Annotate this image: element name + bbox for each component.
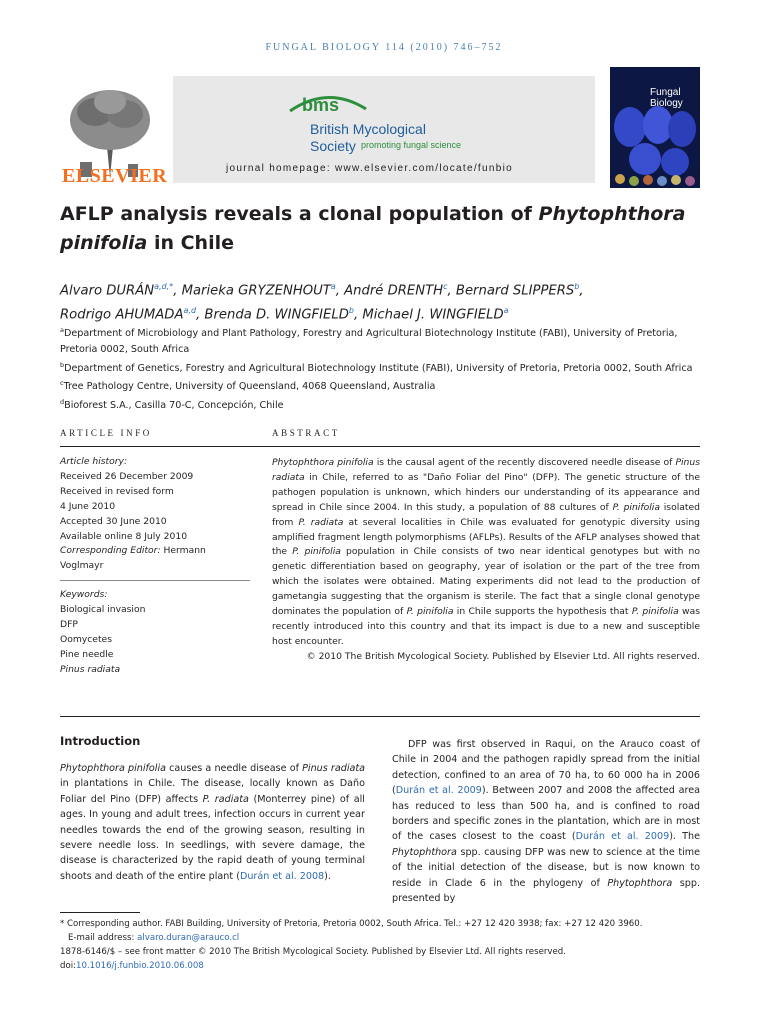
body-column-right <box>392 737 700 906</box>
keywords-divider <box>60 580 250 581</box>
intro-paragraph-1: Phytophthora pinifolia causes a needle disease of Pinus radiata in plantations in Chile. The disease, locally known as Daño Foliar del Pino (DFP) affects P. radiata (Monterrey pine) of all ages. In young and adult trees, infection occurs in current year needles towards the end of the growing season, resulting in severe needle loss. In seedlings, with severe damage, the disease is characterized by the rapid death of young terminal shoots and death of the entire plant (Durán et al. 2008). <box>60 763 365 882</box>
keyword-item: Pinus radiata <box>60 663 121 675</box>
affiliation-list <box>60 323 700 414</box>
body-column-left <box>60 734 365 884</box>
citation-link[interactable]: Durán et al. 2009 <box>395 785 482 797</box>
issn-line: 1878-6146/$ – see front matter © 2010 The British Mycological Society. Published by Elsevier Ltd. All rights reserved. <box>60 947 566 957</box>
corresponding-author-note: * Corresponding author. FABI Building, University of Pretoria, Pretoria 0002, South Africa. Tel.: +27 12 420 3938; fax: +27 12 420 3960. <box>60 919 643 929</box>
footnote-divider <box>60 912 140 913</box>
journal-homepage: journal homepage: www.elsevier.com/locate/funbio <box>226 163 513 174</box>
intro-paragraph-2: DFP was first observed in Raqui, on the Arauco coast of Chile in 2004 and the pathogen rapidly spread from the initial detection, confined to an area of 70 ha, to 60 000 ha in 2006 (Durán et al. 2009). Between 2007 and 2008 the affected area has reduced to less than 500 ha, and is confined to road borders and specific zones in the plantation, which are in most of the cases closest to the coast (Durán et al. 2009). The Phytophthora spp. causing DFP was new to science at the time of the initial detection of the disease, but is now known to reside in Clade 6 in the phylogeny of Phytophthora spp. presented by <box>392 739 700 905</box>
email-link[interactable]: alvaro.duran@arauco.cl <box>137 933 240 943</box>
article-info-heading: ARTICLE INFO <box>60 428 152 438</box>
cover-title: Fungal Biology <box>650 87 683 109</box>
citation-link[interactable]: Durán et al. 2009 <box>575 831 670 843</box>
affiliation-item: $^b$Department of Genetics, Forestry and Agricultural Biotechnology Institute (FABI), University of Pretoria, Pretoria 0002, South Africa <box>60 360 693 374</box>
keyword-item: Pine needle <box>60 648 114 660</box>
author-list: Alvaro $DURÁN^{a,d,*}$, Marieka GRYZENHOUT$^a$, André DRENTH$^c$, Bernard SLIPPERS$^b$, Rodrigo AHUMADA$^{a,d}$, Brenda D. WINGFIELD$^b$, Michael J. WINGFIELD$^a$ <box>60 282 584 323</box>
affiliation-item: $^c$Tree Pathology Centre, University of Queensland, 4068 Queensland, Australia <box>60 379 436 393</box>
doi-link[interactable]: 10.1016/j.funbio.2010.06.008 <box>76 961 204 971</box>
keyword-item: Oomycetes <box>60 633 112 645</box>
section-divider <box>60 446 700 447</box>
abstract-text: Phytophthora pinifolia is the causal agent of the recently discovered needle disease of Pinus radiata in Chile, referred to as "Daño Foliar del Pino" (DFP). The genetic structure of the pathogen population is unknown, which hinders our understanding of its appearance and spread in Chile since 2004. In this study, a population of 88 cultures of P. pinifolia isolated from P. radiata at several localities in Chile was evaluated for genotypic diversity using amplified fragment length polymorphisms (AFLPs). Results of the AFLP analyses showed that the P. pinifolia population in Chile consists of two near identical genotypes but with no genetic differentiation based on geography, year of isolation or the part of the tree from which the isolates were obtained. Mating experiments did not lead to the production of gametangia suggesting that the organism is sterile. The fact that a single clonal genotype dominates the population of P. pinifolia in Chile supports the hypothesis that P. pinifolia was recently introduced into this country and that its impact is due to a new and susceptible host encounter. © 2010 The British Mycological Society. Published by Elsevier Ltd. All rights reserved. <box>272 456 700 665</box>
citation-link[interactable]: Durán et al. 2008 <box>239 870 325 882</box>
journal-citation: FUNGAL BIOLOGY 114 (2010) 746–752 <box>265 42 503 53</box>
elsevier-wordmark: ELSEVIER <box>62 165 168 187</box>
footnotes: * Corresponding author. FABI Building, University of Pretoria, Pretoria 0002, South Africa. Tel.: +27 12 420 3938; fax: +27 12 420 3960. E-mail address: alvaro.duran@arauco.cl 1878-6146/$ – see front matter © 2010 The British Mycological Society. Published by Elsevier Ltd. All rights reserved. doi:10.1016/j.funbio.2010.06.008 <box>60 917 720 973</box>
cover-artwork-icon <box>610 67 700 188</box>
society-name: British Mycological Society <box>310 121 426 154</box>
introduction-heading: Introduction <box>60 734 141 748</box>
keywords-list: Keywords: Biological invasion DFP Oomycetes Pine needle Pinus radiata <box>60 588 250 677</box>
section-divider <box>60 716 700 717</box>
affiliation-item: $^a$Department of Microbiology and Plant Pathology, Forestry and Agricultural Biotechnology Institute (FABI), University of Pretoria, Pretoria 0002, South Africa <box>60 326 678 355</box>
journal-cover <box>610 67 700 188</box>
keyword-item: Biological invasion <box>60 603 146 615</box>
affiliation-item: $^d$Bioforest S.A., Casilla 70-C, Concepción, Chile <box>60 398 284 412</box>
society-tagline: promoting fungal science <box>361 140 462 150</box>
abstract-copyright: © 2010 The British Mycological Society. Published by Elsevier Ltd. All rights reserved. <box>306 650 700 662</box>
abstract-heading: ABSTRACT <box>272 428 340 438</box>
journal-header <box>60 67 700 190</box>
svg-text:bms: bms <box>302 95 340 115</box>
keyword-item: DFP <box>60 618 78 630</box>
article-title: AFLP analysis reveals a clonal population of Phytophthora pinifolia in Chile <box>60 203 686 254</box>
article-history: Article history: Received 26 December 2009 Received in revised form 4 June 2010 Accepted 30 June 2010 Available online 8 July 2010 Corresponding Editor: Hermann Voglmayr <box>60 456 206 572</box>
bms-logo-icon <box>288 91 368 115</box>
